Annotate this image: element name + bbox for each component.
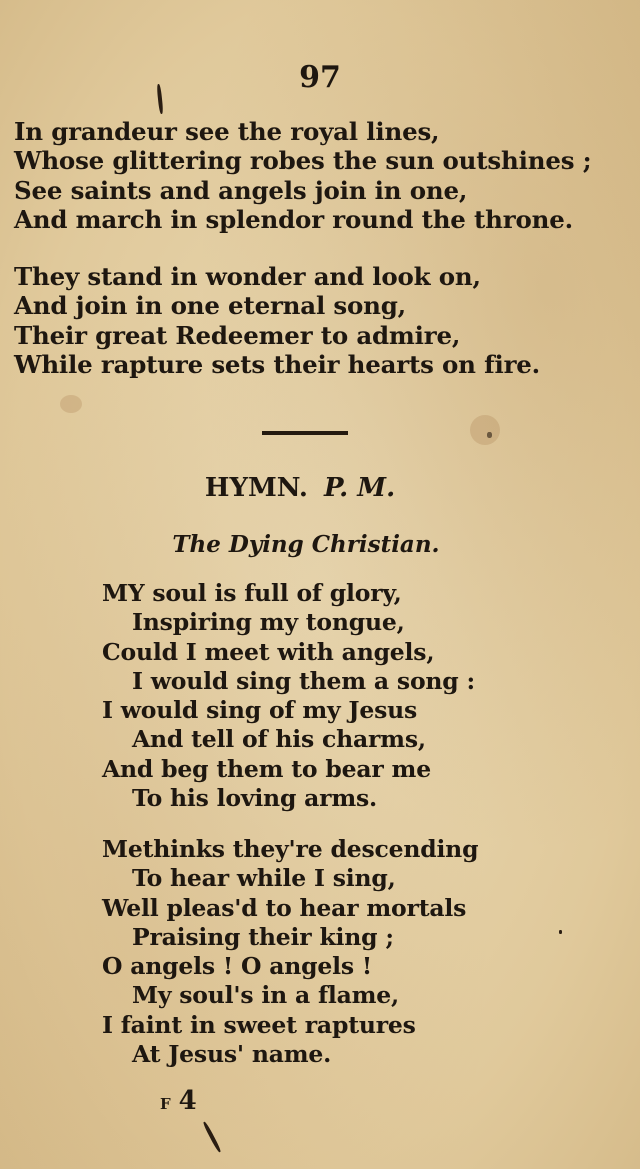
hymn-heading: HYMN. bbox=[204, 473, 308, 503]
verse-line: My soul's in a flame, bbox=[132, 981, 400, 1010]
ink-speck bbox=[559, 930, 562, 934]
stanza-1 bbox=[14, 117, 591, 234]
verse-line: MY soul is full of glory, bbox=[102, 579, 402, 607]
paper-stain bbox=[470, 415, 500, 445]
verse-line: To his loving arms. bbox=[132, 784, 378, 813]
hymn-title bbox=[0, 470, 600, 506]
section-divider bbox=[262, 431, 348, 435]
verse-line: And tell of his charms, bbox=[132, 725, 426, 754]
verse-line: And beg them to bear me bbox=[102, 754, 431, 783]
ink-speck bbox=[202, 1121, 221, 1153]
signature-mark bbox=[160, 1083, 197, 1122]
signature-number: 4 bbox=[178, 1086, 197, 1116]
verse-line: And march in splendor round the throne. bbox=[14, 204, 573, 234]
verse-line: They stand in wonder and look on, bbox=[14, 262, 481, 291]
verse-line: See saints and angels join in one, bbox=[14, 175, 468, 205]
page-number: 97 bbox=[299, 60, 341, 95]
verse-line: While rapture sets their hearts on fire. bbox=[14, 349, 540, 379]
hymn-stanza-2 bbox=[102, 835, 478, 1069]
verse-line: To hear while I sing, bbox=[132, 864, 396, 893]
verse-line: O angels ! O angels ! bbox=[102, 952, 372, 981]
paper-stain bbox=[60, 395, 82, 413]
verse-line: Well pleas'd to hear mortals bbox=[102, 893, 467, 922]
verse-line: I faint in sweet raptures bbox=[102, 1010, 416, 1039]
verse-line: Methinks they're descending bbox=[102, 835, 479, 863]
verse-line: Whose glittering robes the sun outshines ; bbox=[14, 146, 592, 176]
verse-line: And join in one eternal song, bbox=[14, 291, 406, 321]
verse-line: Could I meet with angels, bbox=[102, 637, 435, 666]
verse-line: Inspiring my tongue, bbox=[132, 608, 405, 637]
verse-line: At Jesus' name. bbox=[132, 1040, 332, 1069]
verse-line: In grandeur see the royal lines, bbox=[14, 117, 440, 146]
hymn-subtitle: The Dying Christian. bbox=[172, 531, 440, 558]
stanza-2 bbox=[14, 262, 540, 379]
signature-letter: F bbox=[160, 1095, 171, 1113]
verse-line: Their great Redeemer to admire, bbox=[14, 320, 461, 350]
verse-line: Praising their king ; bbox=[132, 922, 394, 951]
hymn-meter: P. M. bbox=[323, 473, 396, 503]
ink-speck bbox=[487, 432, 492, 438]
verse-line: I would sing of my Jesus bbox=[102, 696, 418, 725]
hymn-stanza-1 bbox=[102, 579, 475, 813]
verse-line: I would sing them a song : bbox=[132, 666, 475, 695]
